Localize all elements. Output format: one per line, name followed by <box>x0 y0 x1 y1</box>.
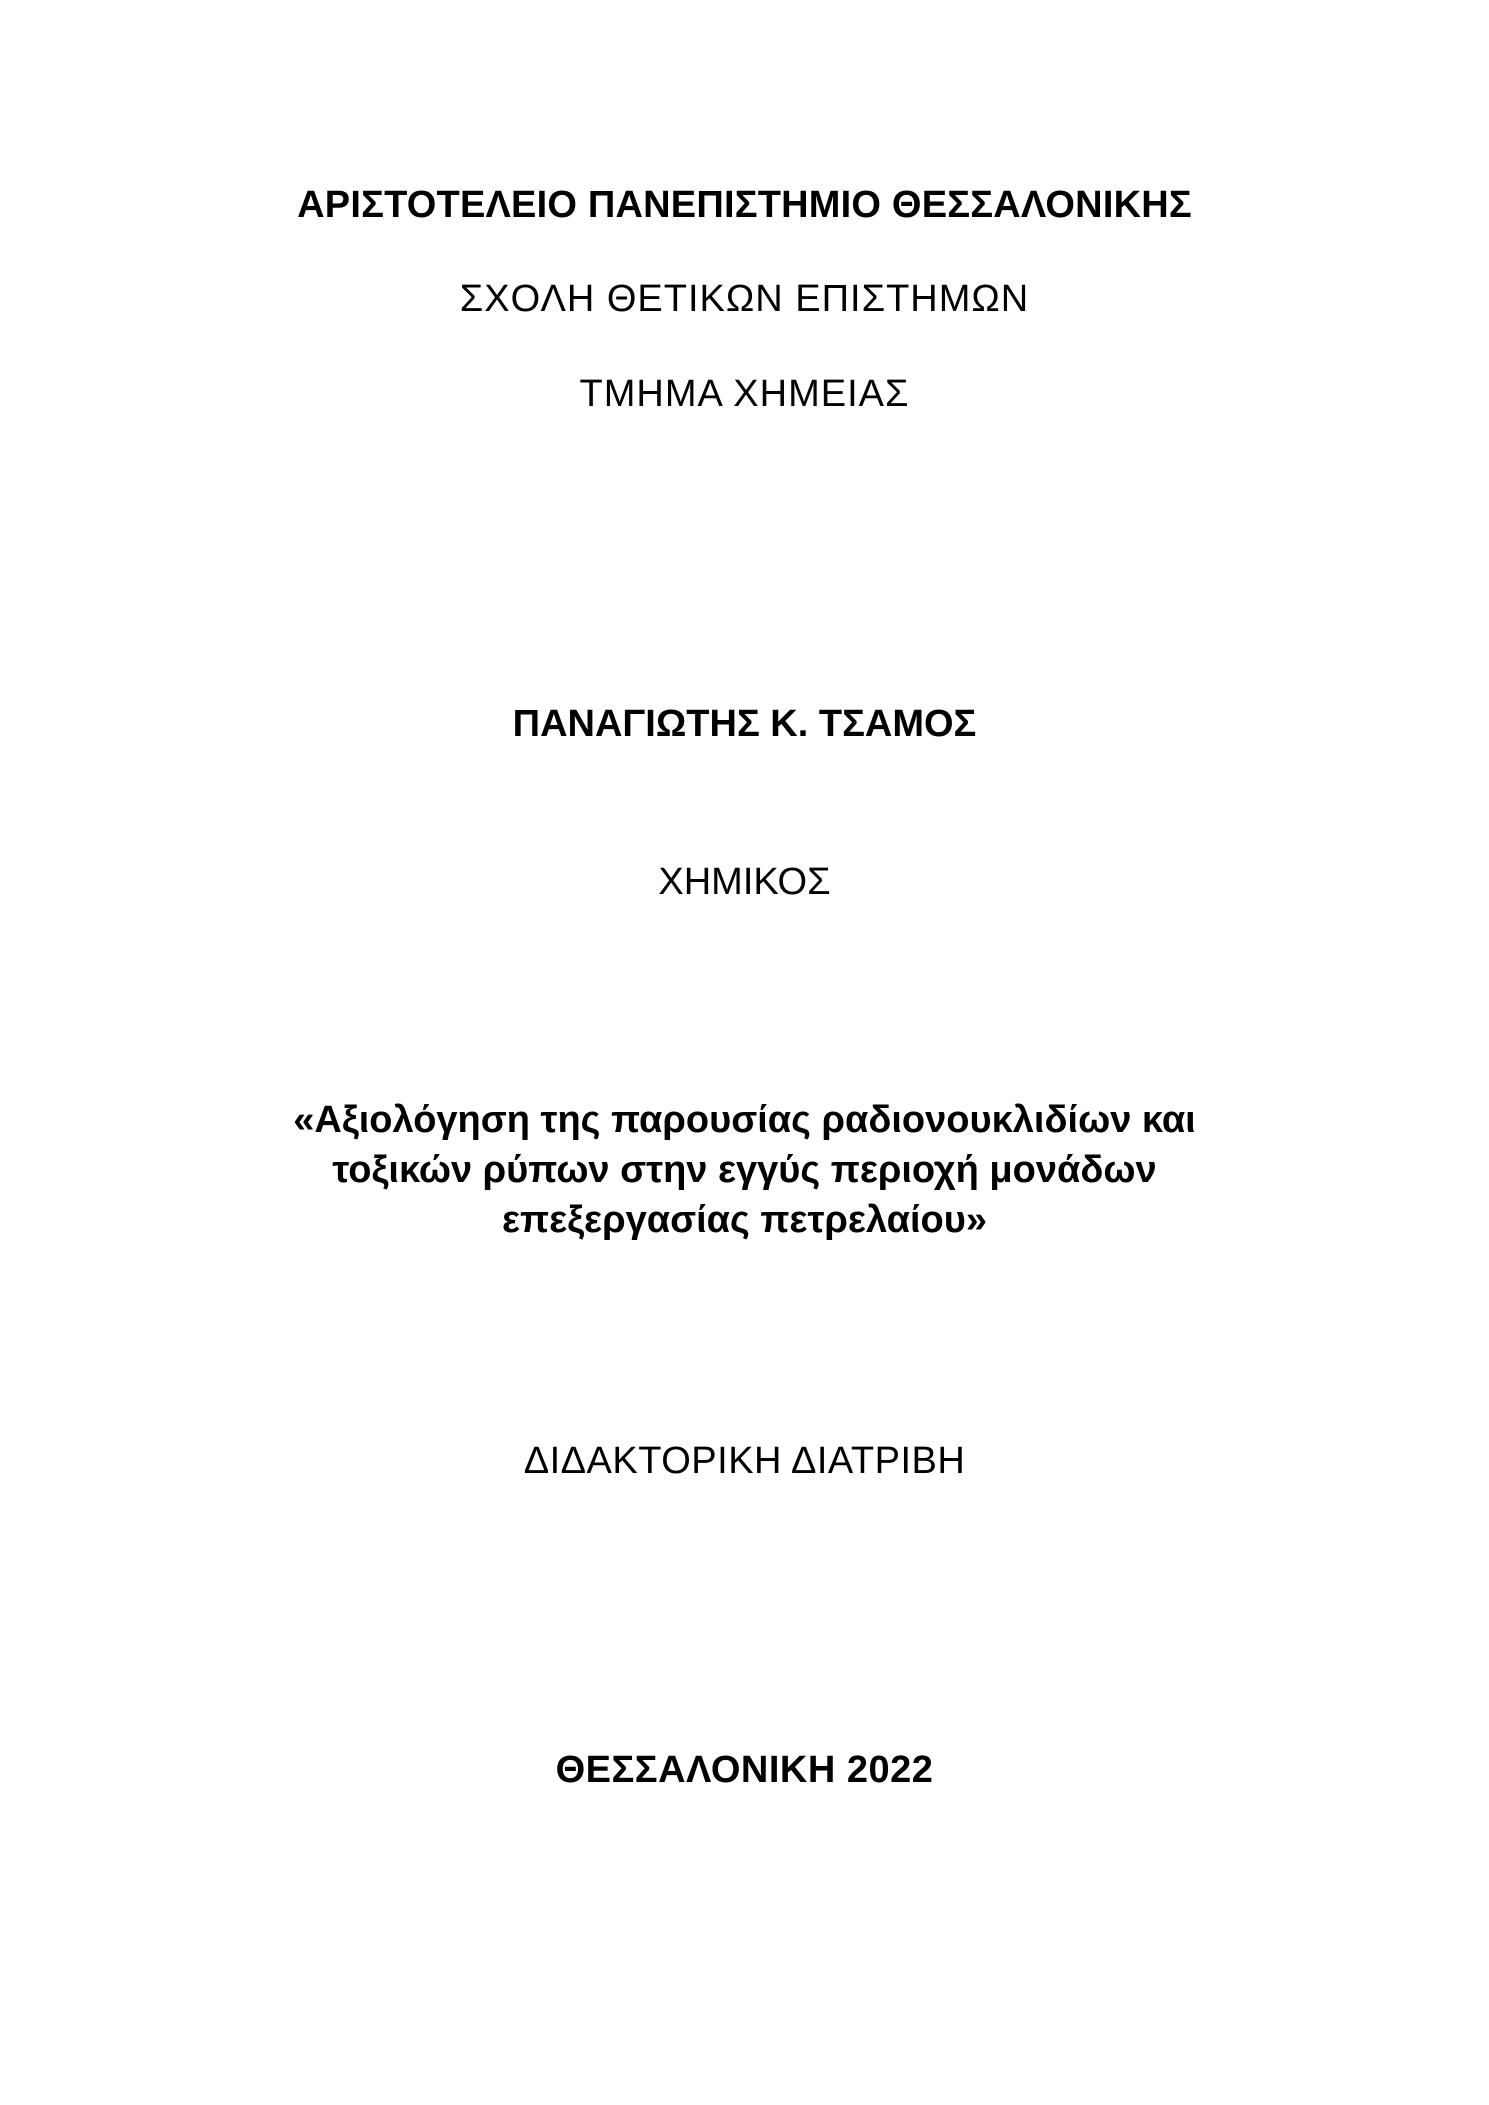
school-name: ΣΧΟΛΗ ΘΕΤΙΚΩΝ ΕΠΙΣΤΗΜΩΝ <box>459 278 1030 320</box>
author-name: ΠΑΝΑΓΙΩΤΗΣ Κ. ΤΣΑΜΟΣ <box>512 703 977 745</box>
author-profession: ΧΗΜΙΚΟΣ <box>658 861 831 903</box>
thesis-title-line: «Αξιολόγηση της παρουσίας ραδιονουκλιδίων και <box>293 1099 1196 1141</box>
thesis-title-line: τοξικών ρύπων στην εγγύς περιοχή μονάδων <box>332 1149 1157 1191</box>
department-name: ΤΜΗΜΑ ΧΗΜΕΙΑΣ <box>579 373 910 415</box>
place-and-year: ΘΕΣΣΑΛΟΝΙΚΗ 2022 <box>555 1749 934 1791</box>
document-type: ΔΙΔΑΚΤΟΡΙΚΗ ΔΙΑΤΡΙΒΗ <box>523 1440 966 1482</box>
thesis-title-line: επεξεργασίας πετρελαίου» <box>501 1199 988 1241</box>
thesis-title <box>0 1095 1489 1245</box>
university-name: ΑΡΙΣΤΟΤΕΛΕΙΟ ΠΑΝΕΠΙΣΤΗΜΙΟ ΘΕΣΣΑΛΟΝΙΚΗΣ <box>297 184 1192 226</box>
